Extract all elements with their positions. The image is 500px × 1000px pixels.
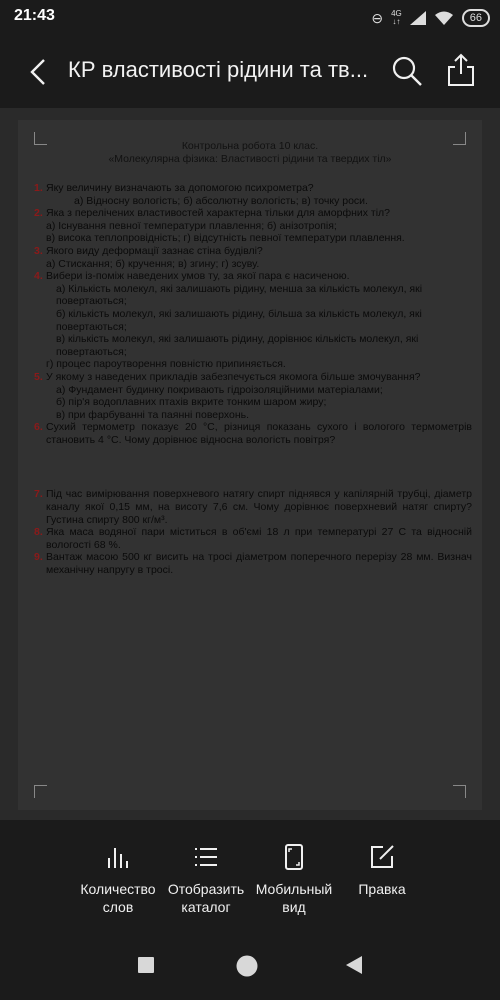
question-2 — [32, 207, 472, 245]
question-text: Яка з перелічених властивостей характерна тільки для аморфних тіл? — [46, 207, 391, 220]
edit-label: Правка — [358, 881, 406, 897]
show-catalog-button[interactable] — [158, 844, 254, 916]
answer-options: а) Відносну вологість; б) абсолютну вологість; в) точку роси. — [74, 194, 368, 207]
document-body — [32, 182, 472, 577]
show-catalog-label: Отобразить каталог — [167, 881, 245, 915]
home-icon[interactable] — [235, 954, 259, 978]
question-text: Вибери із-поміж наведених умов ту, за якої пара є насиченою. — [46, 270, 350, 283]
question-5 — [32, 371, 472, 421]
answer-options: а) Стискання; б) кручення; в) згину; г) зсуву. — [46, 257, 260, 270]
edit-button[interactable] — [334, 844, 430, 898]
answer-option: а) Фундамент будинку покривають гідроізоляційними матеріалами; — [56, 383, 383, 396]
status-bar — [0, 0, 500, 36]
answer-option: а) Кількість молекул, які залишають рідину, менша за кількість молекул, які повертаються; — [56, 282, 423, 308]
document-title: КР властивості рідини та тв... — [68, 57, 369, 82]
search-icon[interactable] — [390, 54, 424, 88]
answer-option: в) кількість молекул, які залишають рідину, дорівнює кількість молекул, які повертаються; — [56, 333, 419, 358]
heading-line-1: Контрольна робота 10 клас. — [181, 140, 319, 152]
list-icon — [193, 844, 219, 870]
question-7 — [32, 488, 472, 526]
bottom-toolbar — [0, 820, 500, 930]
question-number: 1. — [34, 182, 43, 194]
question-text: Під час вимірювання поверхневого натягу спирт піднявся у капілярній трубці, діаметр каналу якої 0,15 мм, на висоту 7,6 см. Чому дорівнює поверхневий натяг спирту? Густина спирту 800 кг/м³. — [46, 488, 472, 526]
signal-icon — [410, 11, 426, 25]
network-indicator: 4G ↓↑ — [391, 9, 402, 26]
document-page[interactable] — [18, 120, 482, 810]
crop-mark — [34, 785, 47, 798]
clock: 21:43 — [14, 7, 55, 24]
question-3 — [32, 245, 472, 270]
answer-option: г) процес пароутворення повністю припиняється. — [46, 358, 286, 371]
system-nav-bar — [0, 930, 500, 1000]
battery-icon: 66 — [462, 9, 490, 27]
question-1 — [32, 182, 472, 207]
back-icon[interactable] — [343, 955, 363, 975]
question-text: Яку величину визначають за допомогою психрометра? — [46, 182, 314, 194]
answer-option: в) при фарбуванні та паянні поверхонь. — [56, 408, 250, 421]
question-4 — [32, 270, 472, 371]
answer-option: б) кількість молекул, які залишають рідину, більша за кількість молекул, які повертаються; — [56, 307, 422, 333]
mobile-view-icon — [281, 844, 307, 870]
question-number: 6. — [34, 421, 43, 434]
question-number: 3. — [34, 244, 43, 257]
app-bar — [0, 36, 500, 108]
question-text: Вантаж масою 500 кг висить на тросі діаметром поперечного перерізу 28 мм. Визнач механічну напругу в тросі. — [46, 551, 472, 577]
edit-icon — [369, 844, 395, 870]
mobile-view-label: Мобильный вид — [255, 881, 333, 915]
question-number: 5. — [34, 370, 43, 383]
heading-line-2: «Молекулярна фізика: Властивості рідини та твердих тіл» — [108, 153, 392, 165]
document-viewer[interactable] — [0, 108, 500, 820]
word-count-label: Количество слов — [80, 881, 156, 915]
mobile-view-button[interactable] — [246, 844, 342, 916]
answer-option: б) пір'я водоплавних птахів вкрите тонким шаром жиру; — [56, 396, 327, 409]
wifi-icon — [434, 11, 454, 26]
question-number: 9. — [34, 551, 43, 564]
question-number: 4. — [34, 270, 43, 283]
answer-options: в) висока теплопровідність; г) відсутність певної температури плавлення. — [46, 232, 405, 245]
question-text: Якого виду деформації зазнає стіна будівлі? — [46, 244, 263, 257]
status-icons — [371, 8, 490, 28]
question-text: Яка маса водяної пари міститься в об'ємі 18 л при температурі 27 С та відносній вологості 68 %. — [46, 526, 472, 551]
question-6 — [32, 421, 472, 446]
share-icon[interactable] — [444, 52, 478, 88]
word-count-button[interactable] — [70, 844, 166, 916]
question-9 — [32, 551, 472, 576]
question-number: 2. — [34, 207, 43, 220]
question-text: Сухий термометр показує 20 °С, різниця показань сухого і вологого термометрів становить 4 °С. Чому дорівнює відносна вологість повітря? — [46, 421, 472, 446]
question-number: 8. — [34, 526, 43, 539]
recent-apps-icon[interactable] — [137, 956, 155, 974]
back-arrow-icon[interactable] — [24, 56, 54, 88]
question-number: 7. — [34, 488, 43, 501]
question-text: У якому з наведених прикладів забезпечується якомога більше змочування? — [46, 370, 421, 383]
dnd-icon: ⊖ — [371, 9, 384, 26]
answer-options: а) Існування певної температури плавлення; б) анізотропія; — [46, 219, 337, 232]
document-heading — [18, 140, 482, 166]
question-8 — [32, 526, 472, 551]
bar-chart-icon — [105, 844, 131, 870]
crop-mark — [453, 785, 466, 798]
